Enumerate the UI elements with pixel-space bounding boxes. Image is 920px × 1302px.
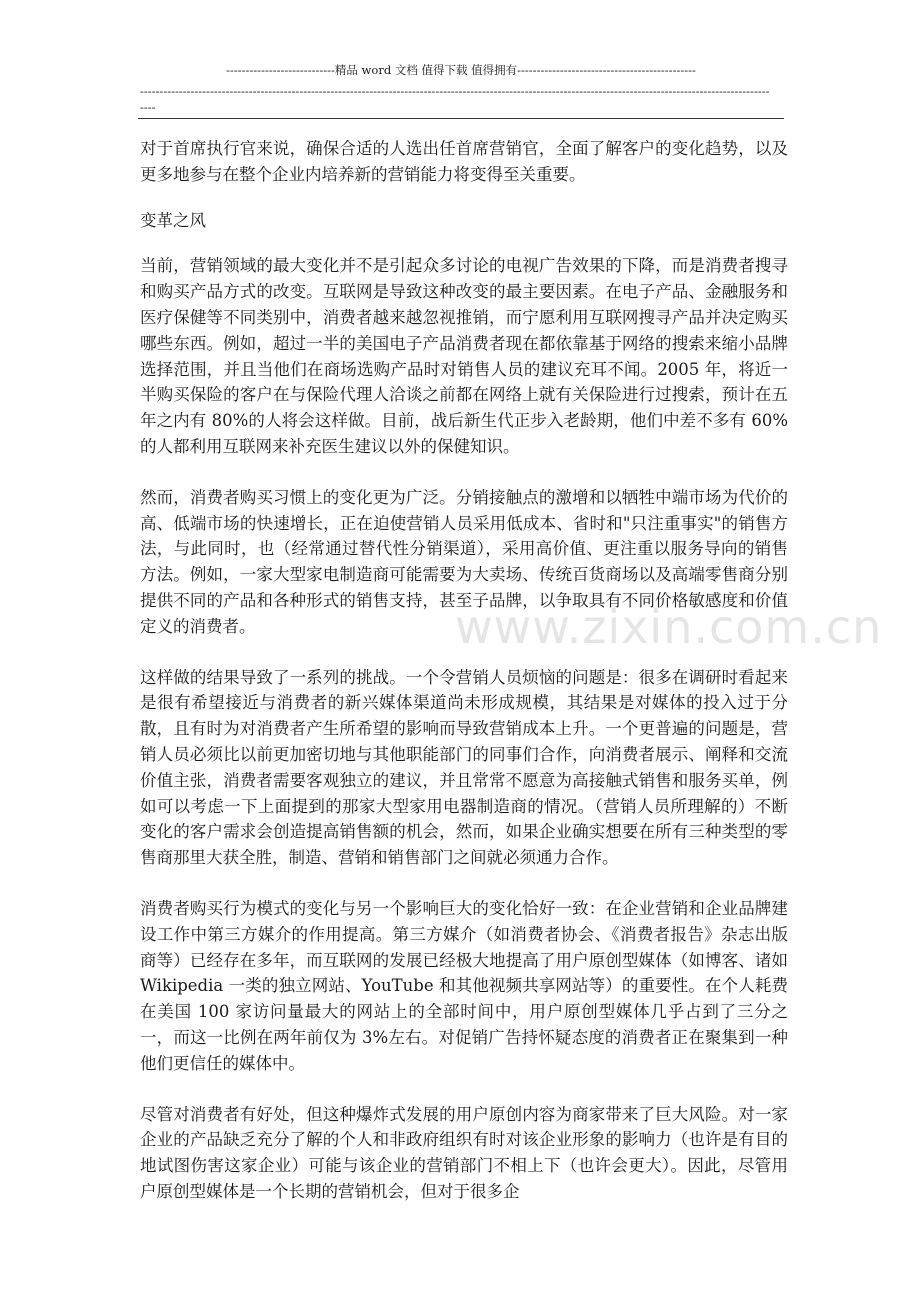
body-paragraph: 消费者购买行为模式的变化与另一个影响巨大的变化恰好一致：在企业营销和企业品牌建设工作中第三方媒介的作用提高。第三方媒介（如消费者协会、《消费者报告》杂志出版商等）已经存在多年，而互联网的发展已经极大地提高了用户原创型媒体（如博客、诸如 Wikipedia 一类的独立网站、YouTube 和其他视频共享网站等）的重要性。在个人耗费在美国 100 家访问量最大的网站上的全部时间中，用户原创型媒体几乎占到了三分之一，而这一比例在两年前仅为 3%左右。对促销广告持怀疑态度的消费者正在聚集到一种他们更信任的媒体中。 [140,898,788,1073]
header-dash-line: ------------------------------------------------------------------------------------------------------------------------------------------------------------------ [140,84,770,98]
watermark: www.zixin.com.cn [455,600,883,654]
header-rule [138,118,784,119]
intro-paragraph: 对于首席执行官来说，确保合适的人选出任首席营销官，全面了解客户的变化趋势，以及更多地参与在整个企业内培养新的营销能力将变得至关重要。 [140,139,788,184]
body-paragraph: 这样做的结果导致了一系列的挑战。一个令营销人员烦恼的问题是：很多在调研时看起来是很有希望接近与消费者的新兴媒体渠道尚未形成规模，其结果是对媒体的投入过于分散，且有时为对消费者产生所希望的影响而导致营销成本上升。一个更普遍的问题是，营销人员必须比以前更加密切地与其他职能部门的同事们合作，向消费者展示、阐释和交流价值主张，消费者需要客观独立的建议，并且常常不愿意为高接触式销售和服务买单，例如可以考虑一下上面提到的那家大型家用电器制造商的情况。（营销人员所理解的）不断变化的客户需求会创造提高销售额的机会，然而，如果企业确实想要在所有三种类型的零售商那里大获全胜，制造、营销和销售部门之间就必须通力合作。 [140,667,788,868]
body-paragraph: 然而，消费者购买习惯上的变化更为广泛。分销接触点的激增和以牺牲中端市场为代价的高、低端市场的快速增长，正在迫使营销人员采用低成本、省时和"只注重事实"的销售方法，与此同时，也（经常通过替代性分销渠道），采用高价值、更注重以服务导向的销售方法。例如，一家大型家电制造商可能需要为大卖场、传统百货商场以及高端零售商分别提供不同的产品和各种形式的销售支持，甚至子品牌，以争取具有不同价格敏感度和价值定义的消费者。 [140,487,788,636]
document-body [140,136,788,1230]
section-title: 变革之风 [140,210,206,230]
page-header [140,62,782,114]
body-paragraph: 当前，营销领域的最大变化并不是引起众多讨论的电视广告效果的下降，而是消费者搜寻和购买产品方式的改变。互联网是导致这种改变的最主要因素。在电子产品、金融服务和医疗保健等不同类别中，消费者越来越忽视推销，而宁愿利用互联网搜寻产品并决定购买哪些东西。例如，超过一半的美国电子产品消费者现在都依靠基于网络的搜索来缩小品牌选择范围，并且当他们在商场选购产品时对销售人员的建议充耳不闻。2005 年，将近一半购买保险的客户在与保险代理人洽谈之前都在网络上就有关保险进行过搜索，预计在五年之内有 80%的人将会这样做。目前，战后新生代正步入老龄期，他们中差不多有 60%的人都利用互联网来补充医生建议以外的保健知识。 [140,256,788,456]
body-paragraph: 尽管对消费者有好处，但这种爆炸式发展的用户原创内容为商家带来了巨大风险。对一家企业的产品缺乏充分了解的个人和非政府组织有时对该企业形象的影响力（也许是有目的地试图伤害这家企业）可能与该企业的营销部门不相上下（也许会更大）。因此，尽管用户原创型媒体是一个长期的营销机会，但对于很多企 [140,1104,788,1201]
header-banner: ----------------------------精品 word 文档 值得下载 值得拥有---------------------------------------------- [226,63,696,77]
header-dash-tail: ---- [140,100,156,114]
